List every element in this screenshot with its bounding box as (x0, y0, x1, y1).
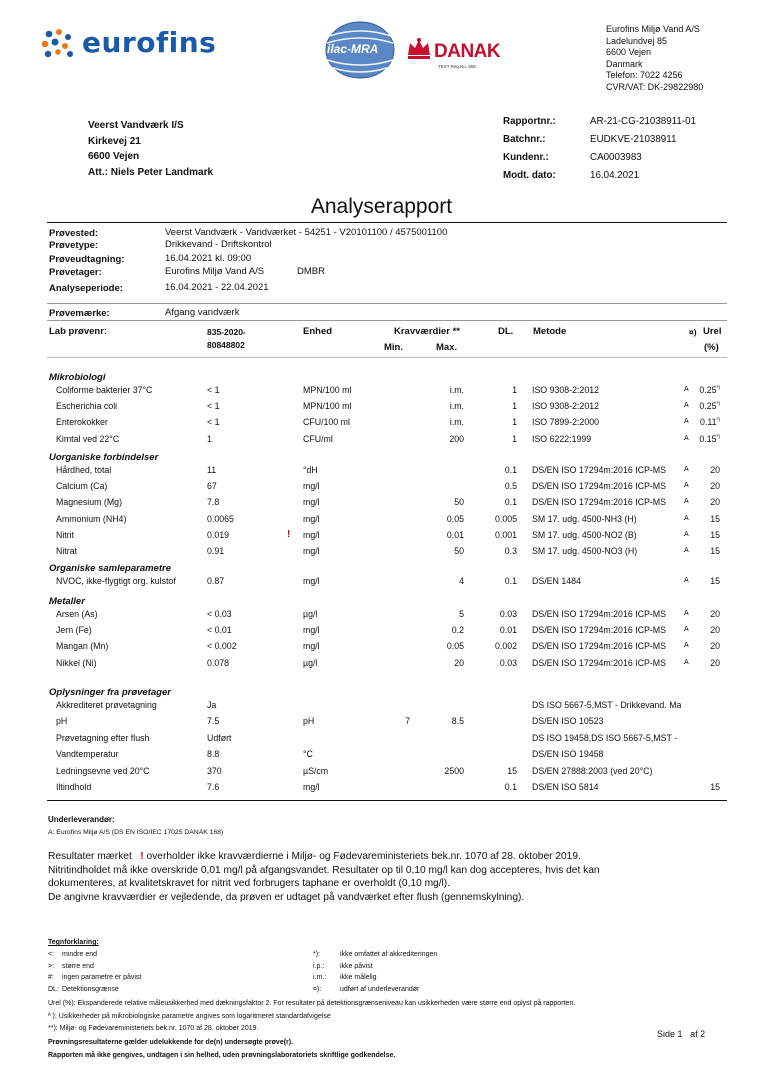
row-max: 4 (459, 576, 464, 586)
row-urel (680, 497, 720, 507)
danak-reg: TEST Reg.No. 555 (438, 64, 476, 69)
row-unit: MPN/100 ml (303, 401, 352, 412)
row-unit: mg/l (303, 513, 320, 524)
row-result: 0.0065 (207, 513, 234, 524)
row-accredited: A (684, 626, 689, 634)
row-urel-value: 20 (710, 497, 720, 508)
row-name: Coliforme bakterier 37°C (56, 385, 153, 395)
row-urel-value: 0.11 (700, 417, 717, 428)
row-result: 0.91 (207, 546, 225, 556)
row-result: < 1 (207, 401, 220, 412)
col-min: Min. (384, 342, 403, 353)
ilac-logo (323, 20, 398, 80)
row-urel-sup: ª) (716, 417, 720, 424)
lab-address-line: Eurofins Miljø Vand A/S (606, 24, 700, 34)
row-name: Ledningsevne ved 20°C (56, 765, 150, 776)
row-unit: °C (303, 749, 313, 760)
row-name: Hårdhed, total (56, 465, 112, 475)
row-dl: 0.3 (504, 546, 517, 556)
row-urel-value: 20 (710, 625, 720, 636)
row-unit: CFU/ml (303, 433, 333, 444)
row-accredited: A (684, 482, 689, 490)
meta-row (503, 170, 743, 188)
row-method: DS/EN ISO 17294m:2016 ICP-MS (532, 481, 666, 492)
remarks (48, 850, 600, 904)
legend-desc: ikke påvist (340, 962, 373, 970)
row-name: Ammonium (NH4) (56, 513, 127, 524)
row-urel-sup: ª) (716, 401, 720, 408)
row-result: < 1 (207, 385, 220, 395)
row-method: DS/EN ISO 17294m:2016 ICP-MS (532, 465, 666, 475)
flag-icon: ! (287, 528, 291, 540)
meta-value: 16.04.2021 (590, 170, 640, 181)
subcontractor-line: A: Eurofins Miljø A/S (DS EN ISO/IEC 17025 DANAK 168) (48, 829, 224, 836)
legend-key: i.p.: (313, 962, 325, 970)
row-urel-value: 20 (710, 465, 720, 475)
row-method: DS/EN ISO 17294m:2016 ICP-MS (532, 641, 666, 652)
row-accredited: A (684, 498, 689, 506)
row-urel-value: 15 (710, 576, 720, 586)
ilac-label: ilac-MRA (327, 42, 379, 56)
section-title: Organiske samleparametre (49, 563, 171, 574)
row-name: Calcium (Ca) (56, 481, 108, 492)
row-accredited: A (684, 610, 689, 617)
legend-desc: ikke omfattet af akkrediteringen (340, 951, 438, 958)
meta-label: Rapportnr.: (503, 116, 556, 127)
row-urel-value: 0.25 (699, 401, 717, 412)
row-unit: MPN/100 ml (303, 385, 352, 395)
section-title: Oplysninger fra prøvetager (49, 687, 171, 698)
row-accredited: A (684, 577, 689, 584)
row-urel (680, 641, 720, 651)
row-unit: µg/l (303, 657, 318, 668)
row-result: 0.019 (207, 529, 230, 540)
row-accredited: A (684, 386, 689, 393)
row-dl: 15 (507, 765, 517, 776)
row-max: 2500 (444, 765, 464, 776)
sample-label: Prøveudtagning: (49, 254, 125, 265)
row-result: 11 (207, 465, 217, 475)
eurofins-logo-icon (40, 28, 76, 64)
row-unit: mg/l (303, 546, 320, 556)
row-method: ISO 9308-2:2012 (532, 401, 600, 412)
col-acc: ¤) (689, 327, 697, 337)
row-accredited: A (684, 514, 689, 522)
row-unit: mg/l (303, 641, 320, 652)
row-method: SM 17. udg. 4500-NO2 (B) (532, 529, 637, 540)
sample-value: Veerst Vandværk - Vandværket - 54251 - V20101100 / 4575001100 (165, 227, 448, 238)
legend-key: i.m.: (313, 974, 327, 981)
row-accredited: A (684, 547, 689, 554)
sample-label: Analyseperiode: (49, 283, 123, 294)
row-name: Prøvetagning efter flush (56, 732, 150, 743)
crown-icon (406, 37, 432, 61)
row-method: DS/EN 27888:2003 (ved 20°C) (532, 765, 653, 776)
marking-label: Prøvemærke: (49, 308, 110, 319)
row-unit: CFU/100 ml (303, 417, 350, 428)
row-max: 8.5 (451, 716, 464, 727)
row-dl: 0.005 (494, 513, 517, 524)
row-urel (680, 625, 720, 635)
row-max: 0.2 (451, 625, 464, 636)
recipient-line: Veerst Vandværk I/S (88, 120, 184, 131)
legend-key: ¤): (313, 985, 322, 993)
row-name: Vandtemperatur (56, 749, 119, 760)
row-method: ISO 9308-2:2012 (532, 385, 600, 395)
row-urel (680, 465, 720, 475)
page-number (657, 1029, 705, 1039)
row-max: i.m. (449, 385, 464, 395)
sample-value: Eurofins Miljø Vand A/S (165, 266, 265, 277)
row-urel-value: 15 (710, 546, 720, 556)
legend-desc: større end (62, 962, 94, 970)
row-method: DS/EN ISO 17294m:2016 ICP-MS (532, 625, 666, 636)
row-method: SM 17. udg. 4500-NO3 (H) (532, 546, 638, 556)
remark-1b: overholder ikke kravværdierne i Miljø- og Fødevareministeriets bek.nr. 1070 af 28. oktober 2019. (146, 851, 581, 862)
row-method: DS/EN ISO 17294m:2016 ICP-MS (532, 497, 666, 508)
row-method: DS/EN ISO 5814 (532, 782, 599, 792)
row-accredited: A (684, 434, 689, 442)
sample-label: Prøvested: (49, 228, 99, 239)
lab-address (606, 24, 703, 93)
remark-4: De angivne kravværdier er vejledende, da prøven er udtaget på vandværket efter flush (gennemskylning). (48, 891, 525, 903)
row-dl: 0.001 (494, 529, 517, 540)
meta-label: Batchnr.: (503, 134, 546, 145)
row-urel (680, 546, 720, 556)
row-max: 0.05 (446, 641, 464, 652)
row-max: 50 (454, 497, 464, 508)
meta-label: Modt. dato: (503, 170, 556, 181)
remark-1a: Resultater mærket (48, 851, 132, 862)
row-name: Nitrit (56, 529, 75, 540)
row-result: Udført (207, 732, 232, 743)
flag-icon: ! (140, 851, 144, 862)
row-urel (680, 658, 720, 668)
row-unit: mg/l (303, 481, 320, 492)
col-dl: DL. (498, 326, 514, 337)
col-lab: Lab prøvenr: (49, 326, 108, 337)
report-meta (503, 116, 743, 188)
legend-note: **): Miljø- og Fødevareministeriets bek.nr. 1070 af 28. oktober 2019. (48, 1025, 259, 1032)
row-dl: 0.1 (504, 782, 517, 792)
row-urel-value: 15 (710, 529, 720, 540)
row-unit: mg/l (303, 497, 320, 508)
sample-extra: DMBR (297, 266, 325, 277)
col-max: Max. (436, 342, 458, 353)
legend-key: <: (48, 951, 55, 958)
row-urel (680, 609, 720, 619)
row-name: Iltindhold (56, 782, 92, 792)
legend-desc: udført af underleverandør (340, 985, 420, 993)
row-result: 7.8 (207, 497, 220, 508)
sample-value: Drikkevand - Driftskontrol (165, 239, 272, 250)
row-unit: °dH (303, 465, 318, 475)
page-num: 1 (677, 1029, 683, 1039)
lab-address-line: Telefon: 7022 4256 (606, 70, 683, 80)
page-title: Analyserapport (310, 195, 453, 218)
row-urel (680, 530, 720, 540)
row-method: DS/EN 1484 (532, 576, 581, 586)
col-method: Metode (533, 326, 567, 337)
remark-2: Nitritindholdet må ikke overskride 0,01 mg/l på afgangsvandet. Resultater op til 0,10 mg/l kan dog accepteres, hvis det kan (48, 864, 600, 876)
row-urel-value: 20 (710, 609, 720, 619)
sample-label: Prøvetype: (49, 240, 99, 251)
row-name: Nikkel (Ni) (56, 657, 97, 668)
meta-row (503, 134, 743, 152)
row-urel-value: 20 (710, 641, 720, 652)
legend-desc: ikke målelig (340, 974, 377, 981)
row-max: 50 (454, 546, 464, 556)
row-name: Mangan (Mn) (56, 641, 109, 652)
legend-note: ª ): Usikkerheder på mikrobiologiske parametre angives som logaritmeret standardafvigelse (48, 1012, 331, 1020)
row-method: DS/EN ISO 10523 (532, 716, 604, 727)
row-method: DS ISO 5667-5,MST - Drikkevand. Ma (532, 700, 682, 710)
row-unit: mg/l (303, 782, 320, 792)
legend-key: *): (313, 951, 320, 958)
row-result: 8.8 (207, 749, 220, 760)
lab-address-line: 6600 Vejen (606, 47, 652, 57)
row-urel (680, 385, 720, 395)
row-max: i.m. (449, 417, 464, 428)
row-dl: 0.1 (504, 576, 517, 586)
sample-no-1: 835-2020- (207, 327, 246, 337)
danak-label: DANAK (434, 41, 501, 62)
lab-address-line: CVR/VAT: DK-29822980 (606, 81, 704, 92)
meta-value: CA0003983 (590, 152, 642, 163)
sample-label: Prøvetager: (49, 267, 102, 278)
recipient-line: Kirkevej 21 (88, 135, 141, 147)
subcontractor-title: Underleverandør: (48, 815, 115, 824)
row-unit: µS/cm (303, 765, 329, 776)
row-dl: 0.03 (499, 609, 517, 619)
row-max: 20 (454, 657, 464, 668)
sample-no-2: 80848802 (207, 340, 245, 350)
row-method: ISO 7899-2:2000 (532, 417, 600, 428)
row-min: 7 (405, 716, 410, 727)
row-urel-sup: ª) (716, 433, 720, 440)
row-accredited: A (684, 658, 689, 666)
row-unit: mg/l (303, 625, 320, 636)
legend-desc: mindre end (62, 951, 98, 958)
row-urel-value: 20 (710, 657, 720, 668)
row-method: DS ISO 19458,DS ISO 5667-5,MST - (532, 732, 678, 743)
row-urel-value: 15 (710, 782, 720, 792)
legend-desc: Detektionsgrænse (62, 985, 119, 993)
page-total: 2 (700, 1029, 706, 1039)
row-urel-value: 15 (710, 513, 720, 524)
row-accredited: A (684, 466, 689, 473)
meta-row (503, 152, 743, 170)
sample-value: 16.04.2021 - 22.04.2021 (165, 282, 269, 293)
row-result: Ja (207, 700, 217, 710)
col-urel: Urel (703, 326, 722, 337)
brand-name: eurofins (82, 26, 217, 59)
row-accredited: A (684, 418, 689, 426)
row-max: 0.01 (446, 529, 464, 540)
row-dl: 0.5 (504, 481, 517, 492)
row-max: 0.05 (446, 513, 464, 524)
row-urel (680, 481, 720, 491)
legend-title: Tegnforklaring: (48, 939, 99, 946)
meta-value: EUDKVE-21038911 (590, 134, 677, 145)
row-result: 7.5 (207, 716, 220, 727)
recipient-line: 6600 Vejen (88, 151, 140, 162)
row-dl: 1 (512, 417, 517, 428)
row-name: Akkrediteret prøvetagning (56, 700, 157, 710)
row-accredited: A (684, 642, 689, 650)
row-urel (680, 417, 720, 427)
row-urel-value: 20 (710, 481, 720, 492)
row-result: 67 (207, 481, 217, 492)
legend-key: DL: (48, 985, 59, 993)
row-name: NVOC, ikke-flygtigt org. kulstof (56, 576, 176, 586)
row-dl: 0.1 (504, 497, 517, 508)
page-side: Side (657, 1029, 676, 1039)
row-dl: 1 (512, 385, 517, 395)
row-result: 0.87 (207, 576, 225, 586)
row-dl: 0.03 (499, 657, 517, 668)
row-result: < 0.002 (207, 641, 237, 652)
legend-bold-1: Prøvningsresultaterne gælder udelukkende for de(n) undersøgte prøve(r). (48, 1039, 294, 1046)
row-dl: 0.1 (504, 465, 517, 475)
row-method: DS/EN ISO 17294m:2016 ICP-MS (532, 609, 666, 619)
row-unit: µg/l (303, 609, 318, 619)
row-unit: mg/l (303, 576, 320, 586)
col-req: Kravværdier ** (394, 326, 461, 337)
row-urel (680, 514, 720, 524)
row-method: SM 17. udg. 4500-NH3 (H) (532, 513, 637, 524)
row-result: < 0.01 (207, 625, 232, 636)
row-dl: 0.01 (499, 625, 517, 636)
row-name: Enterokokker (56, 417, 108, 428)
marking-value: Afgang vandværk (165, 307, 240, 318)
row-result: 0.078 (207, 657, 230, 668)
row-urel-value: 0.15 (699, 433, 717, 444)
row-name: Arsen (As) (56, 609, 98, 619)
row-urel (680, 401, 720, 411)
legend-note: Urel (%): Ekspanderede relative måleusikkerhed med dækningsfaktor 2. For resultater på detektionsgrænseniveau kan usikkerheden være større end oplyst på rapporten. (48, 1000, 576, 1007)
row-name: Magnesium (Mg) (56, 497, 122, 508)
row-name: pH (56, 716, 68, 727)
row-urel-sup: ª) (716, 385, 720, 392)
row-method: ISO 6222:1999 (532, 433, 592, 444)
legend-key: >: (48, 962, 55, 970)
row-max: 5 (459, 609, 464, 619)
lab-address-line: Ladelundvej 85 (606, 35, 668, 46)
page-of: af (690, 1029, 698, 1039)
row-method: DS/EN ISO 17294m:2016 ICP-MS (532, 657, 666, 668)
row-urel (680, 576, 720, 586)
row-result: < 1 (207, 417, 220, 428)
row-result: < 0.03 (207, 609, 232, 619)
row-name: Jern (Fe) (56, 625, 92, 636)
row-result: 7.6 (207, 782, 220, 792)
row-result: 370 (207, 765, 222, 776)
recipient-line: Att.: Niels Peter Landmark (88, 166, 214, 178)
col-sample-no (207, 326, 246, 352)
sample-value: 16.04.2021 kl. 09:00 (165, 253, 252, 264)
row-urel (680, 782, 720, 792)
row-unit: pH (303, 716, 315, 727)
section-title: Mikrobiologi (49, 372, 106, 383)
recipient-address (88, 118, 213, 180)
row-accredited: A (684, 530, 689, 538)
row-dl: 0.002 (494, 641, 517, 652)
col-unit: Enhed (303, 326, 333, 337)
row-result: 1 (207, 433, 212, 444)
row-urel-value: 0.25 (699, 385, 717, 395)
row-unit: mg/l (303, 529, 320, 540)
col-urel-pct: (%) (704, 342, 719, 353)
row-urel (680, 434, 720, 444)
row-method: DS/EN ISO 19458 (532, 749, 604, 760)
row-name: Nitrat (56, 546, 78, 556)
legend-bold-2: Rapporten må ikke gengives, undtagen i sin helhed, uden prøvningslaboratoriets skriftlige godkendelse. (48, 1052, 396, 1059)
row-name: Kimtal ved 22°C (56, 433, 120, 444)
row-accredited: A (684, 402, 689, 410)
row-name: Escherichia coli (56, 401, 118, 412)
legend-desc: ingen parametre er påvist (62, 974, 142, 981)
row-dl: 1 (512, 401, 517, 412)
meta-row (503, 116, 743, 134)
meta-label: Kundenr.: (503, 152, 549, 163)
row-max: 200 (449, 433, 464, 444)
lab-address-line: Danmark (606, 58, 643, 69)
row-max: i.m. (449, 401, 464, 412)
row-dl: 1 (512, 433, 517, 444)
remark-3: dokumenteres, at kvalitetskravet for nitrit ved forbrugers taphane er overholdt (0,10 mg/l). (48, 878, 451, 889)
legend-key: #: (48, 974, 54, 981)
meta-value: AR-21-CG-21038911-01 (590, 116, 697, 127)
section-title: Uorganiske forbindelser (49, 452, 159, 463)
section-title: Metaller (49, 596, 85, 607)
